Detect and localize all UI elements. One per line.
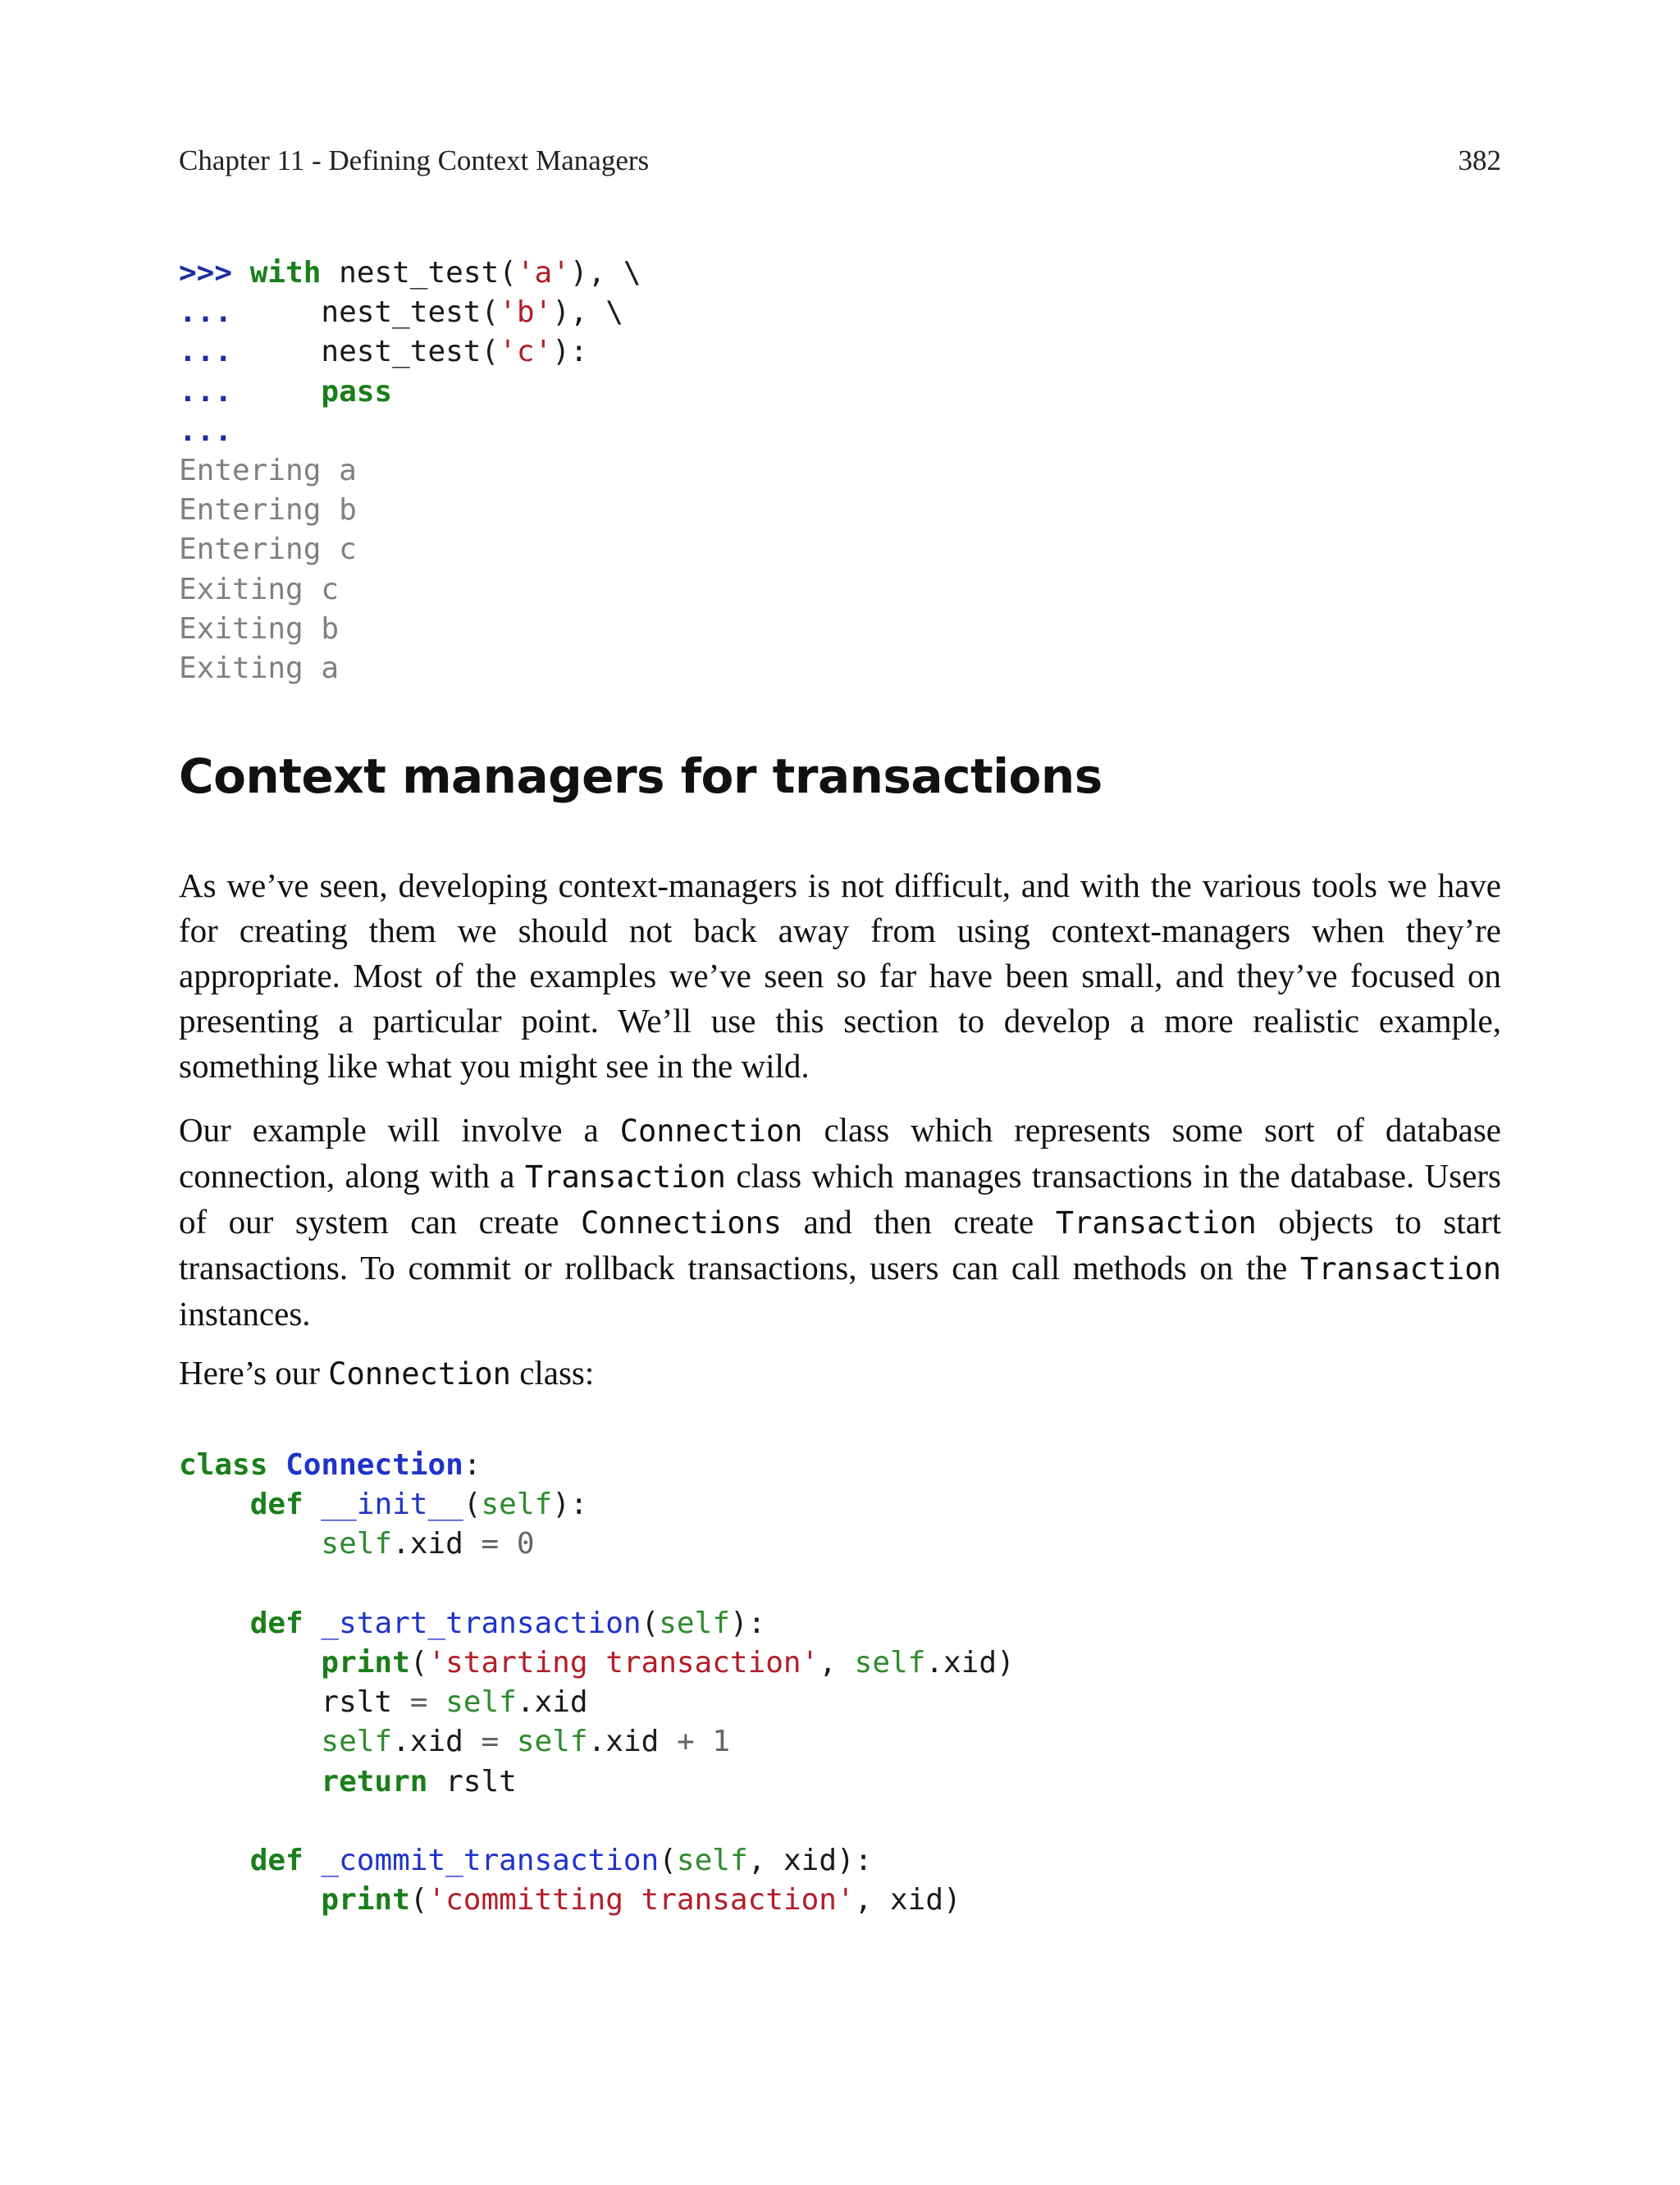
inline-code: Transaction (1299, 1251, 1501, 1287)
number-literal: 0 (516, 1527, 535, 1561)
text-run: and then create (782, 1203, 1056, 1241)
repl-continuation: ... (179, 414, 233, 448)
repl-output-line: Exiting b (179, 611, 340, 646)
call-name: nest_test (321, 295, 482, 330)
keyword-def: def (249, 1606, 304, 1640)
text-run: class: (510, 1354, 595, 1392)
keyword-def: def (249, 1488, 304, 1522)
parameter: xid (783, 1844, 838, 1878)
inline-code: Transaction (524, 1159, 726, 1195)
page-number: 382 (1458, 144, 1501, 176)
running-header (179, 144, 1501, 187)
chapter-title: Chapter 11 - Defining Context Managers (179, 144, 650, 176)
repl-continuation: ... (179, 335, 233, 369)
operator: = (481, 1725, 500, 1759)
inline-code: Connection (619, 1113, 803, 1149)
parameter: xid (889, 1883, 944, 1918)
repl-continuation: ... (179, 374, 233, 409)
class-code-block: class Connection: def __init__(self): self.xid = 0 def _start_transaction(self): print('starting transaction', self.xid) rslt = self.xid self.xid = self.xid + 1 return rslt def _commit_transaction(self, xid): print('committing transaction', xid) (179, 1448, 1015, 1918)
attribute: xid (409, 1527, 463, 1561)
class-name: Connection (285, 1448, 463, 1482)
string-arg: 'c' (499, 335, 553, 369)
self-ref: self (321, 1725, 393, 1759)
self-ref: self (445, 1685, 517, 1720)
string-arg: 'a' (516, 256, 570, 290)
string-literal: 'starting transaction' (427, 1646, 819, 1680)
inline-code: Connections (581, 1205, 783, 1241)
text-run: class which represents some sort of database connection, along with a (179, 1111, 1501, 1195)
repl-output-line: Entering c (179, 533, 357, 567)
operator: = (481, 1527, 500, 1561)
repl-output-line: Exiting a (179, 651, 340, 686)
keyword-def: def (249, 1844, 304, 1878)
text-run: Here’s our (179, 1354, 329, 1392)
inline-code: Transaction (1055, 1205, 1257, 1241)
body-paragraph (179, 1108, 1501, 1337)
body-paragraph (179, 1351, 1501, 1396)
text-run: objects to start transactions. To commit or rollback transactions, users can call methods on the (179, 1203, 1501, 1287)
self-ref: self (516, 1725, 588, 1759)
self-ref: self (659, 1606, 730, 1640)
keyword-class: class (179, 1448, 268, 1482)
text-run: instances. (179, 1295, 311, 1332)
attribute: xid (943, 1646, 998, 1680)
string-literal: 'committing transaction' (427, 1883, 855, 1918)
variable: rslt (445, 1764, 517, 1799)
keyword-print: print (321, 1883, 410, 1918)
repl-output-line: Entering b (179, 493, 357, 528)
call-name: nest_test (339, 256, 500, 290)
self-ref: self (321, 1527, 393, 1561)
keyword-return: return (321, 1764, 428, 1799)
call-name: nest_test (321, 335, 482, 369)
attribute: xid (605, 1725, 660, 1759)
keyword-print: print (321, 1646, 410, 1680)
self-ref: self (481, 1488, 553, 1522)
text-run: class which manages transactions in the database. Users of our system can create (179, 1157, 1501, 1241)
body-paragraph: As we’ve seen, developing context-managers is not difficult, and with the various tools we have for creating them we should not back away from using context-managers when they’re appropriate. Most of the examples we’ve seen so far have been small, and they’ve focused on presenting a particular point. We’ll use this section to develop a more realistic example, something like what you might see in the wild. (179, 866, 1501, 1085)
self-ref: self (676, 1844, 748, 1878)
keyword-with: with (249, 256, 322, 290)
method-name: _commit_transaction (321, 1844, 660, 1878)
repl-output-line: Exiting c (179, 572, 340, 606)
method-name: __init__ (321, 1488, 463, 1522)
method-name: _start_transaction (321, 1606, 641, 1640)
number-literal: 1 (712, 1725, 731, 1759)
inline-code: Connection (328, 1356, 511, 1392)
keyword-pass: pass (321, 374, 393, 409)
section-heading: Context managers for transactions (179, 748, 1102, 804)
self-ref: self (854, 1646, 926, 1680)
text-run: Our example will involve a (179, 1111, 620, 1149)
operator: = (409, 1685, 428, 1720)
repl-continuation: ... (179, 295, 233, 330)
operator: + (676, 1725, 695, 1759)
attribute: xid (409, 1725, 463, 1759)
string-arg: 'b' (499, 295, 553, 330)
repl-output-line: Entering a (179, 454, 357, 488)
attribute: xid (534, 1685, 588, 1720)
variable: rslt (321, 1685, 393, 1720)
repl-prompt: >>> (179, 256, 233, 290)
repl-code-block: >>> with nest_test('a'), \ ... nest_test('b'), \ ... nest_test('c'): ... pass ... Entering a Entering b Entering c Exiting c Exiting b Exiting a (179, 256, 641, 686)
